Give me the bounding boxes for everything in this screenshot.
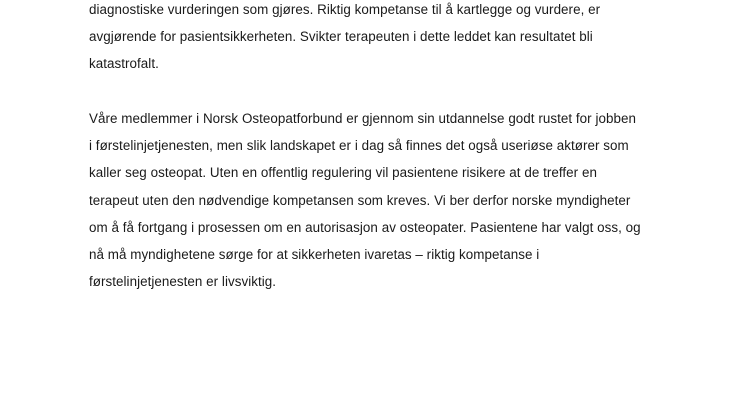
paragraph-1-line-3: katastrofalt. [89, 56, 159, 71]
paragraph-2-line-4: terapeut uten den nødvendige kompetansen som kreves. Vi ber derfor norske myndigheter [89, 193, 631, 208]
paragraph-1-line-1: diagnostiske vurderingen som gjøres. Riktig kompetanse til å kartlegge og vurdere, er [89, 2, 601, 17]
paragraph-2-line-3: kaller seg osteopat. Uten en offentlig regulering vil pasientene risikere at de treffer en [89, 165, 597, 180]
paragraph-2-line-7: førstelinjetjenesten er livsviktig. [89, 274, 277, 289]
paragraph-2-line-6: nå må myndighetene sørge for at sikkerheten ivaretas – riktig kompetanse i [89, 247, 540, 262]
paragraph-2-line-2: i førstelinjetjenesten, men slik landskapet er i dag så finnes det også useriøse aktører som [89, 138, 629, 153]
paragraph-2-line-5: om å få fortgang i prosessen om en autorisasjon av osteopater. Pasientene har valgt oss, og [89, 220, 641, 235]
paragraph-2-line-1: Våre medlemmer i Norsk Osteopatforbund er gjennom sin utdannelse godt rustet for jobben [89, 111, 636, 126]
paragraph-1-line-2: avgjørende for pasientsikkerheten. Svikter terapeuten i dette leddet kan resultatet bli [89, 29, 593, 44]
